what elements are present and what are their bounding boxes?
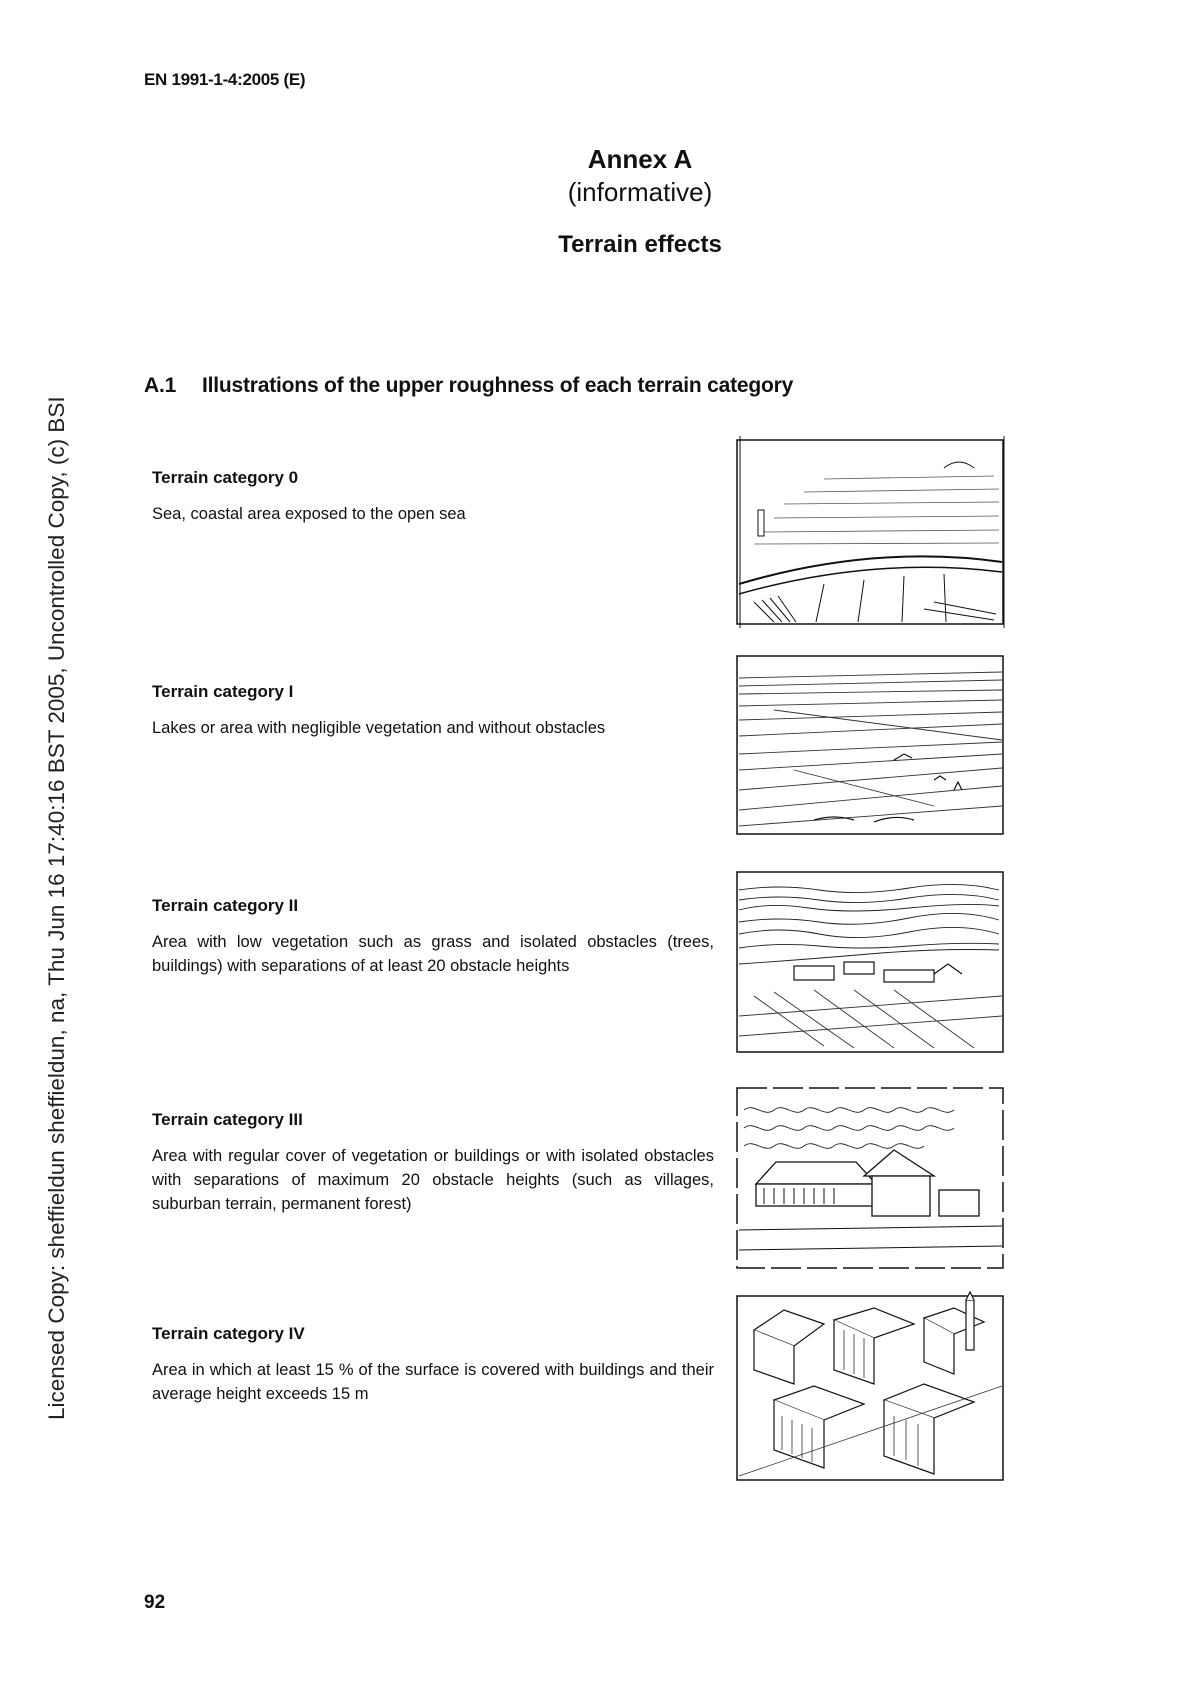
terrain-i-illustration: [734, 650, 1008, 846]
category-description: Sea, coastal area exposed to the open sea: [152, 505, 466, 523]
license-watermark: Licensed Copy: sheffieldun sheffieldun, na, Thu Jun 16 17:40:16 BST 2005, Uncontrolled Copy, (c) BSI: [44, 396, 69, 1420]
category-description: Area with regular cover of vegetation or buildings or with isolated obstacles with separations of maximum 20 obstacle heights (such as villages, suburban terrain, permanent forest): [152, 1147, 714, 1213]
category-title: Terrain category 0: [152, 468, 299, 487]
page-number: 92: [144, 1592, 166, 1613]
document-code: EN 1991-1-4:2005 (E): [144, 70, 306, 89]
terrain-category-0: [152, 468, 714, 526]
category-title: Terrain category IV: [152, 1324, 305, 1343]
terrain-category-iii: [152, 1110, 714, 1216]
terrain-ii-illustration: [734, 866, 1008, 1062]
section-heading: [144, 374, 793, 398]
annex-heading: Terrain effects: [558, 231, 722, 258]
terrain-category-i: [152, 682, 714, 740]
terrain-iv-illustration: [734, 1290, 1008, 1486]
category-title: Terrain category II: [152, 896, 299, 915]
category-description: Lakes or area with negligible vegetation and without obstacles: [152, 719, 606, 737]
terrain-category-iv: [152, 1324, 714, 1406]
category-description: Area with low vegetation such as grass and isolated obstacles (trees, buildings) with separations of at least 20 obstacle heights: [152, 933, 714, 975]
section-title: Illustrations of the upper roughness of each terrain category: [202, 374, 794, 397]
terrain-category-ii: [152, 896, 714, 978]
annex-subtitle: (informative): [567, 177, 713, 207]
terrain-0-illustration: [734, 434, 1008, 630]
category-title: Terrain category I: [152, 682, 294, 701]
annex-header: [510, 143, 770, 259]
category-title: Terrain category III: [152, 1110, 303, 1129]
annex-title: Annex A: [587, 144, 693, 174]
category-description: Area in which at least 15 % of the surface is covered with buildings and their average height exceeds 15 m: [152, 1361, 714, 1403]
section-number: A.1: [144, 374, 177, 397]
terrain-iii-illustration: [734, 1080, 1008, 1276]
